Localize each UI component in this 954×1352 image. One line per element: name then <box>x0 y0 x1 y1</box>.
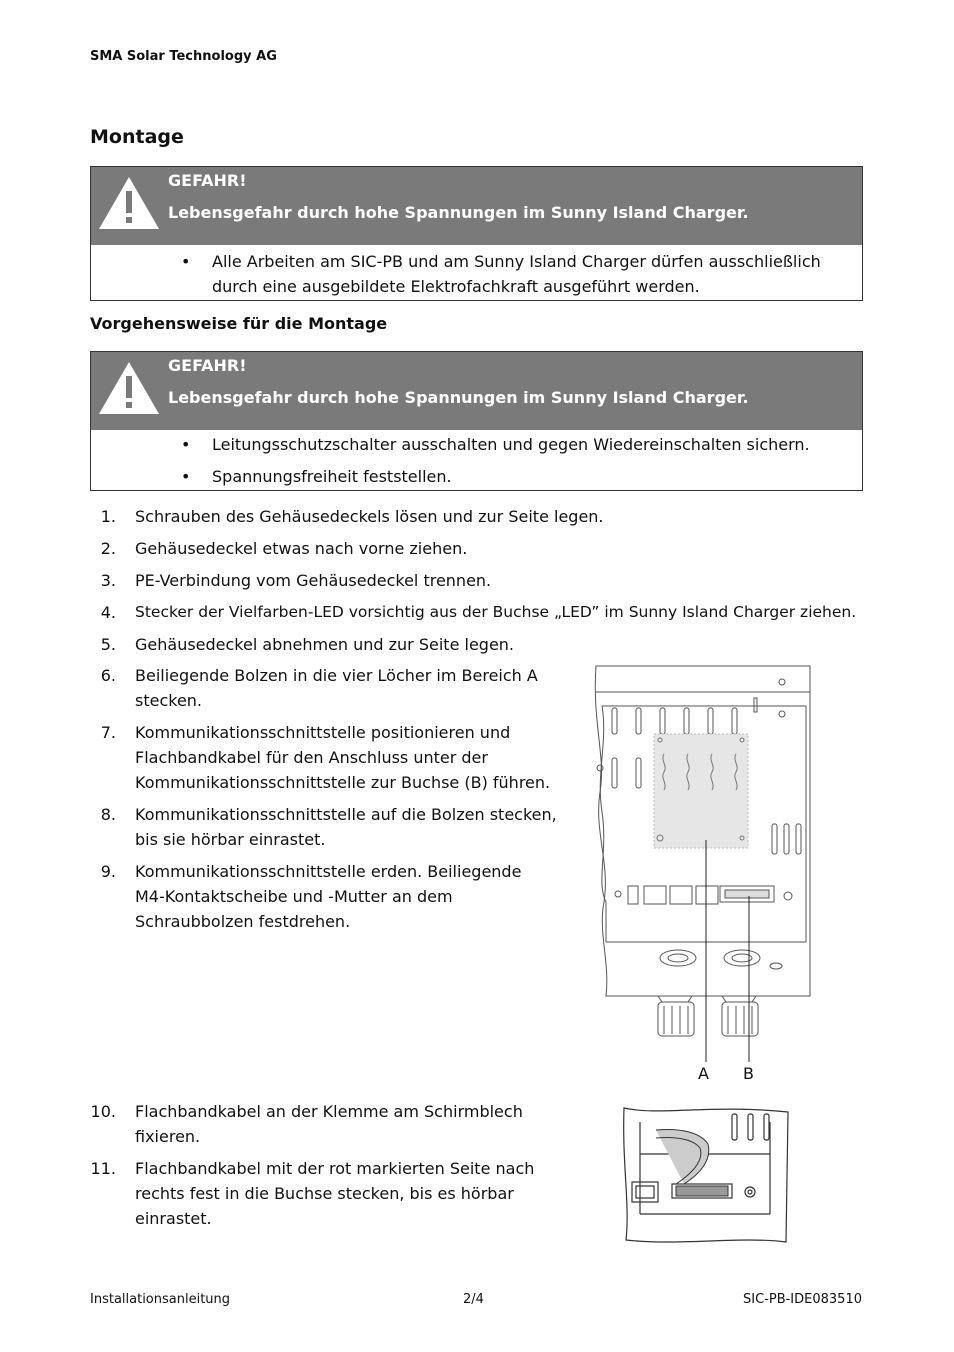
step-text: Flachbandkabel für den Anschluss unter der <box>135 748 488 767</box>
figure-label-b: B <box>743 1064 754 1083</box>
step-text: M4-Kontaktscheibe und -Mutter an dem <box>135 887 453 906</box>
danger-subtitle: Lebensgefahr durch hohe Spannungen im Sunny Island Charger. <box>168 388 749 407</box>
step-text: Beiliegende Bolzen in die vier Löcher im Bereich A <box>135 666 538 685</box>
step-number: 3. <box>100 571 116 590</box>
step-text: Gehäusedeckel etwas nach vorne ziehen. <box>135 539 468 558</box>
danger-box-header <box>91 167 862 245</box>
page-number: 2/4 <box>463 1292 484 1307</box>
area-a-region <box>654 734 748 848</box>
figure-label-a: A <box>698 1064 709 1083</box>
housing-interior-illustration <box>588 662 818 1062</box>
step-text: Schrauben des Gehäusedeckels lösen und zur Seite legen. <box>135 507 604 526</box>
step-text: einrastet. <box>135 1209 212 1228</box>
step-number: 9. <box>100 862 116 881</box>
company-header: SMA Solar Technology AG <box>90 49 277 64</box>
step-text: stecken. <box>135 691 203 710</box>
footer-left: Installationsanleitung <box>90 1292 231 1307</box>
step-text: Gehäusedeckel abnehmen und zur Seite legen. <box>135 635 515 654</box>
step-number: 1. <box>100 507 116 526</box>
ribbon-cable-detail-illustration <box>620 1104 792 1246</box>
danger-title: GEFAHR! <box>168 356 247 375</box>
step-text: Flachbandkabel mit der rot markierten Seite nach <box>135 1159 535 1178</box>
step-number: 2. <box>100 539 116 558</box>
danger-bullet-text: Leitungsschutzschalter ausschalten und gegen Wiedereinschalten sichern. <box>212 435 810 454</box>
step-text: Flachbandkabel an der Klemme am Schirmblech <box>135 1102 523 1121</box>
step-text: Schraubbolzen festdrehen. <box>135 912 351 931</box>
step-number: 11. <box>90 1159 116 1178</box>
step-text: Kommunikationsschnittstelle erden. Beiliegende <box>135 862 522 881</box>
step-text: rechts fest in die Buchse stecken, bis es hörbar <box>135 1184 514 1203</box>
bullet: • <box>181 435 191 454</box>
bullet: • <box>181 467 191 486</box>
step-text: fixieren. <box>135 1127 201 1146</box>
step-text: PE-Verbindung vom Gehäusedeckel trennen. <box>135 571 492 590</box>
step-text: Kommunikationsschnittstelle auf die Bolzen stecken, <box>135 805 557 824</box>
danger-box-body <box>91 430 862 490</box>
step-text: Kommunikationsschnittstelle zur Buchse (B) führen. <box>135 773 551 792</box>
section-title: Montage <box>90 126 184 148</box>
step-text: Stecker der Vielfarben-LED vorsichtig aus der Buchse „LED” im Sunny Island Charger ziehen. <box>135 603 857 621</box>
danger-subtitle: Lebensgefahr durch hohe Spannungen im Sunny Island Charger. <box>168 203 749 222</box>
danger-bullet-text: Alle Arbeiten am SIC-PB und am Sunny Island Charger dürfen ausschließlich durch eine ausgebildete Elektrofachkraft ausgeführt werden. <box>212 252 821 296</box>
danger-box-header <box>91 352 862 430</box>
step-number: 8. <box>100 805 116 824</box>
bullet: • <box>181 252 191 271</box>
step-number: 10. <box>90 1102 116 1121</box>
danger-box-1 <box>90 166 863 301</box>
step-number: 6. <box>100 666 116 685</box>
danger-box-2 <box>90 351 863 491</box>
step-text: bis sie hörbar einrastet. <box>135 830 326 849</box>
procedure-title: Vorgehensweise für die Montage <box>90 314 388 333</box>
warning-triangle-icon <box>95 171 163 235</box>
step-number: 5. <box>100 635 116 654</box>
danger-title: GEFAHR! <box>168 171 247 190</box>
warning-triangle-icon <box>95 356 163 420</box>
step-text: Kommunikationsschnittstelle positionieren und <box>135 723 511 742</box>
step-number: 7. <box>100 723 116 742</box>
step-number: 4. <box>100 603 116 622</box>
danger-bullet-text: Spannungsfreiheit feststellen. <box>212 467 452 486</box>
danger-box-body <box>91 245 862 299</box>
document-code: SIC-PB-IDE083510 <box>743 1292 862 1307</box>
